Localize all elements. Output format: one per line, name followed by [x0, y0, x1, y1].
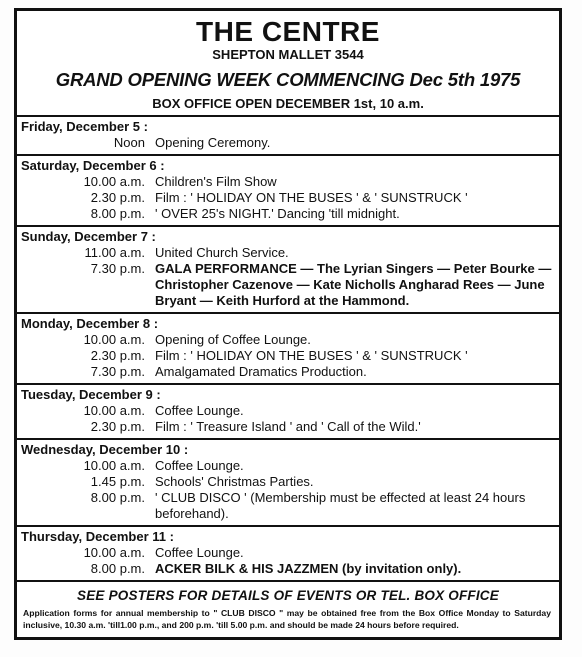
event-description: Children's Film Show: [155, 174, 277, 189]
event-row: [17, 174, 559, 190]
day-section: [17, 440, 559, 522]
event-time: 1.45 p.m.: [90, 474, 145, 489]
day-heading: Sunday, December 7 :: [21, 229, 156, 244]
event-description: Coffee Lounge.: [155, 458, 244, 473]
event-time: 2.30 p.m.: [90, 190, 145, 205]
day-section: [17, 527, 559, 577]
event-row: [17, 245, 559, 261]
event-row: [17, 364, 559, 380]
event-time: Noon: [113, 135, 145, 150]
day-section: [17, 314, 559, 380]
event-description: ' OVER 25's NIGHT.' Dancing 'till midnight.: [155, 206, 400, 221]
event-description: Opening Ceremony.: [155, 135, 271, 150]
event-description: Amalgamated Dramatics Production.: [155, 364, 367, 379]
event-row: [17, 135, 559, 151]
day-section: [17, 385, 559, 435]
event-row: [17, 458, 559, 474]
event-row: [17, 403, 559, 419]
grand-opening-heading: GRAND OPENING WEEK COMMENCING Dec 5th 1975: [55, 69, 521, 90]
event-time: 2.30 p.m.: [90, 419, 145, 434]
event-time: 8.00 p.m.: [90, 206, 145, 221]
section-divider: [17, 580, 559, 582]
schedule: [17, 115, 559, 582]
event-row: [17, 561, 559, 577]
event-description: ACKER BILK & HIS JAZZMEN (by invitation only).: [155, 561, 462, 576]
event-row: [17, 419, 559, 435]
event-time: 8.00 p.m.: [90, 561, 145, 576]
day-section: [17, 117, 559, 151]
event-description: United Church Service.: [155, 245, 289, 260]
event-row: [17, 474, 559, 490]
day-heading: Wednesday, December 10 :: [21, 442, 189, 457]
event-description: ' CLUB DISCO ' (Membership must be effected at least 24 hours beforehand).: [155, 490, 526, 521]
day-heading: Friday, December 5 :: [21, 119, 148, 134]
poster-title: THE CENTRE: [196, 16, 380, 47]
event-description: Coffee Lounge.: [155, 545, 244, 560]
event-time: 10.00 a.m.: [83, 403, 145, 418]
membership-note: Application forms for annual membership to " CLUB DISCO " may be obtained free from the Box Office Monday to Saturday inclusive, 10.30 a.m. 'till1.00 p.m., and 200 p.m. 'till 5.00 p.m. and should be made 24 hours before required.: [23, 608, 551, 630]
event-description: Film : ' HOLIDAY ON THE BUSES ' & ' SUNSTRUCK ': [155, 348, 468, 363]
event-time: 10.00 a.m.: [83, 458, 145, 473]
event-time: 7.30 p.m.: [90, 261, 145, 276]
poster-frame: [14, 8, 562, 640]
day-heading: Saturday, December 6 :: [21, 158, 165, 173]
event-time: 11.00 a.m.: [84, 245, 145, 260]
poster-header: [17, 17, 559, 112]
event-row: [17, 206, 559, 222]
day-heading: Monday, December 8 :: [21, 316, 159, 331]
event-row: [17, 545, 559, 561]
event-description: Schools' Christmas Parties.: [155, 474, 314, 489]
event-time: 8.00 p.m.: [90, 490, 145, 505]
event-time: 10.00 a.m.: [83, 545, 145, 560]
day-heading: Tuesday, December 9 :: [21, 387, 161, 402]
event-time: 10.00 a.m.: [83, 332, 145, 347]
event-time: 2.30 p.m.: [90, 348, 145, 363]
day-heading: Thursday, December 11 :: [21, 529, 174, 544]
event-description: Film : ' HOLIDAY ON THE BUSES ' & ' SUNSTRUCK ': [155, 190, 468, 205]
event-row: [17, 348, 559, 364]
phone-number: SHEPTON MALLET 3544: [212, 47, 364, 62]
day-section: [17, 227, 559, 309]
event-description: Coffee Lounge.: [155, 403, 244, 418]
event-row: [17, 490, 559, 522]
event-description: GALA PERFORMANCE — The Lyrian Singers — Peter Bourke — Christopher Cazenove — Kate Nicholls Angharad Rees — June Bryant — Keith Hurford at the Hammond.: [155, 261, 552, 308]
event-row: [17, 261, 559, 309]
event-time: 10.00 a.m.: [83, 174, 145, 189]
event-row: [17, 332, 559, 348]
box-office-notice: BOX OFFICE OPEN DECEMBER 1st, 10 a.m.: [152, 96, 424, 111]
event-row: [17, 190, 559, 206]
event-time: 7.30 p.m.: [90, 364, 145, 379]
event-description: Film : ' Treasure Island ' and ' Call of the Wild.': [155, 419, 421, 434]
day-section: [17, 156, 559, 222]
posters-notice: SEE POSTERS FOR DETAILS OF EVENTS OR TEL. BOX OFFICE: [77, 588, 499, 603]
event-description: Opening of Coffee Lounge.: [155, 332, 311, 347]
